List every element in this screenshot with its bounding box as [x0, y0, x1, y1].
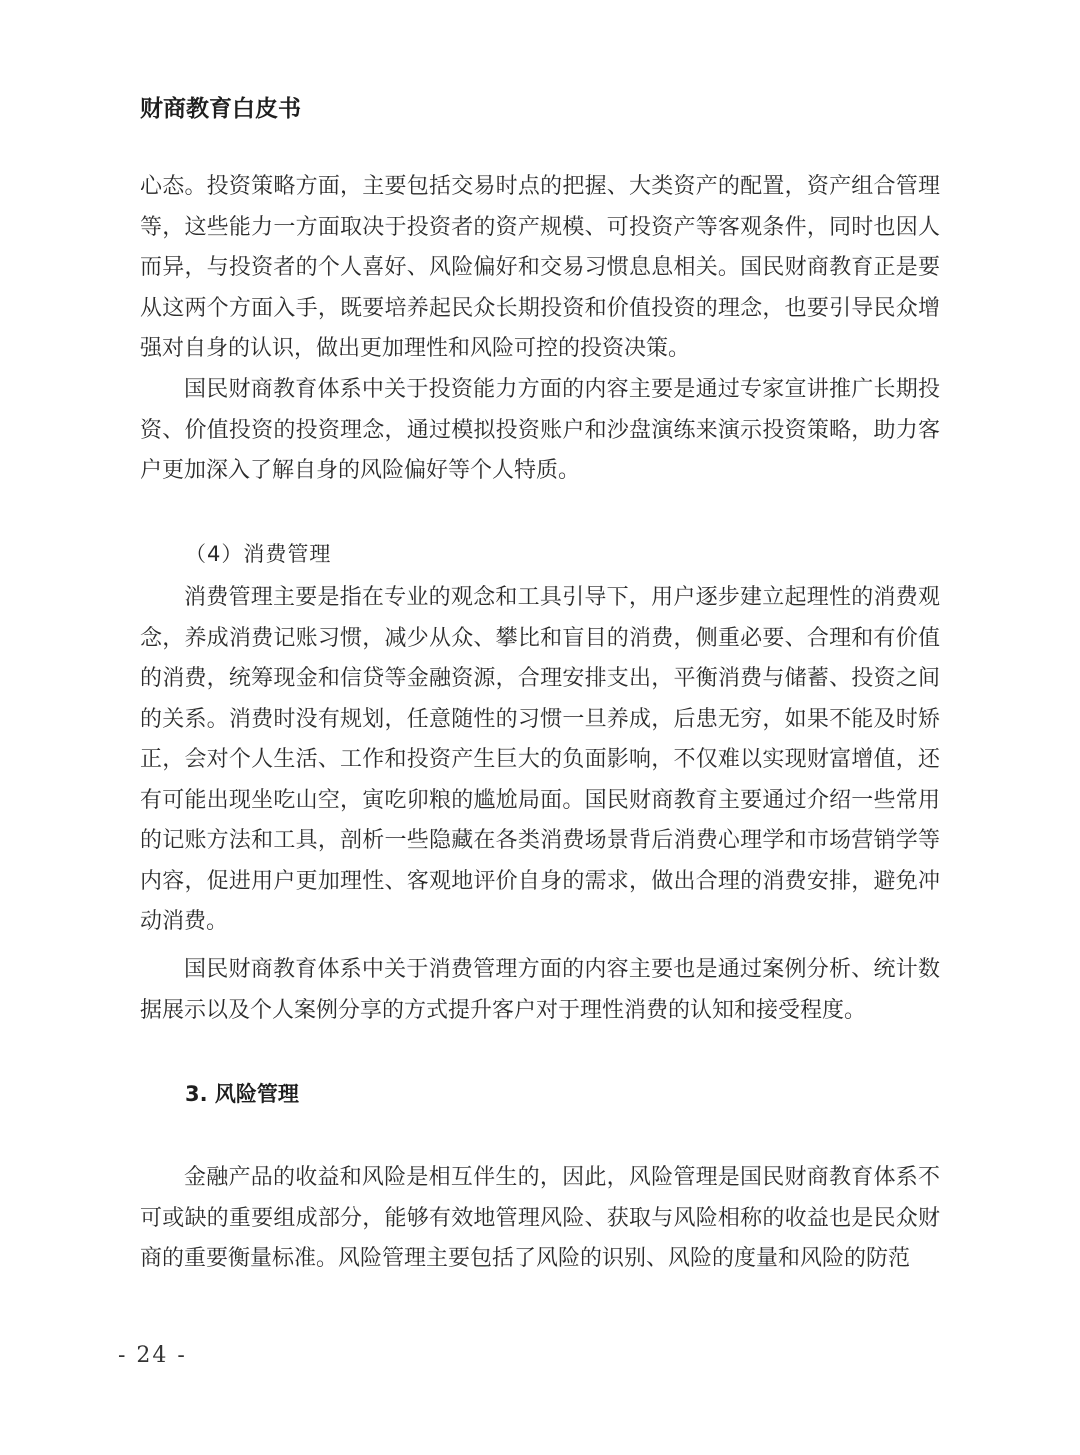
section-heading-consumption-management: （4）消费管理: [185, 542, 332, 566]
page-number: - 24 -: [118, 1343, 187, 1368]
paragraph-consumption-education: 国民财商教育体系中关于消费管理方面的内容主要也是通过案例分析、统计数据展示以及个人案例分享的方式提升客户对于理性消费的认知和接受程度。: [140, 957, 940, 1023]
paragraph-consumption-management: 消费管理主要是指在专业的观念和工具引导下，用户逐步建立起理性的消费观念，养成消费记账习惯，减少从众、攀比和盲目的消费，侧重必要、合理和有价值的消费，统筹现金和信贷等金融资源，合理安排支出，平衡消费与储蓄、投资之间的关系。消费时没有规划，任意随性的习惯一旦养成，后患无穷，如果不能及时矫正，会对个人生活、工作和投资产生巨大的负面影响，不仅难以实现财富增值，还有可能出现坐吃山空，寅吃卯粮的尴尬局面。国民财商教育主要通过介绍一些常用的记账方法和工具，剖析一些隐藏在各类消费场景背后消费心理学和市场营销学等内容，促进用户更加理性、客观地评价自身的需求，做出合理的消费安排，避免冲动消费。: [140, 585, 940, 934]
paragraph-risk-management: 金融产品的收益和风险是相互伴生的，因此，风险管理是国民财商教育体系不可或缺的重要组成部分，能够有效地管理风险、获取与风险相称的收益也是民众财商的重要衡量标准。风险管理主要包括了风险的识别、风险的度量和风险的防范: [140, 1165, 940, 1271]
running-header-title: 财商教育白皮书: [140, 95, 301, 122]
section-heading-risk-management: 3. 风险管理: [185, 1082, 299, 1106]
paragraph-investment-mindset: 心态。投资策略方面，主要包括交易时点的把握、大类资产的配置，资产组合管理等，这些能力一方面取决于投资者的资产规模、可投资产等客观条件，同时也因人而异，与投资者的个人喜好、风险偏好和交易习惯息息相关。国民财商教育正是要从这两个方面入手，既要培养起民众长期投资和价值投资的理念，也要引导民众增强对自身的认识，做出更加理性和风险可控的投资决策。: [140, 174, 940, 361]
paragraph-investment-ability: 国民财商教育体系中关于投资能力方面的内容主要是通过专家宣讲推广长期投资、价值投资的投资理念，通过模拟投资账户和沙盘演练来演示投资策略，助力客户更加深入了解自身的风险偏好等个人特质。: [140, 377, 940, 483]
